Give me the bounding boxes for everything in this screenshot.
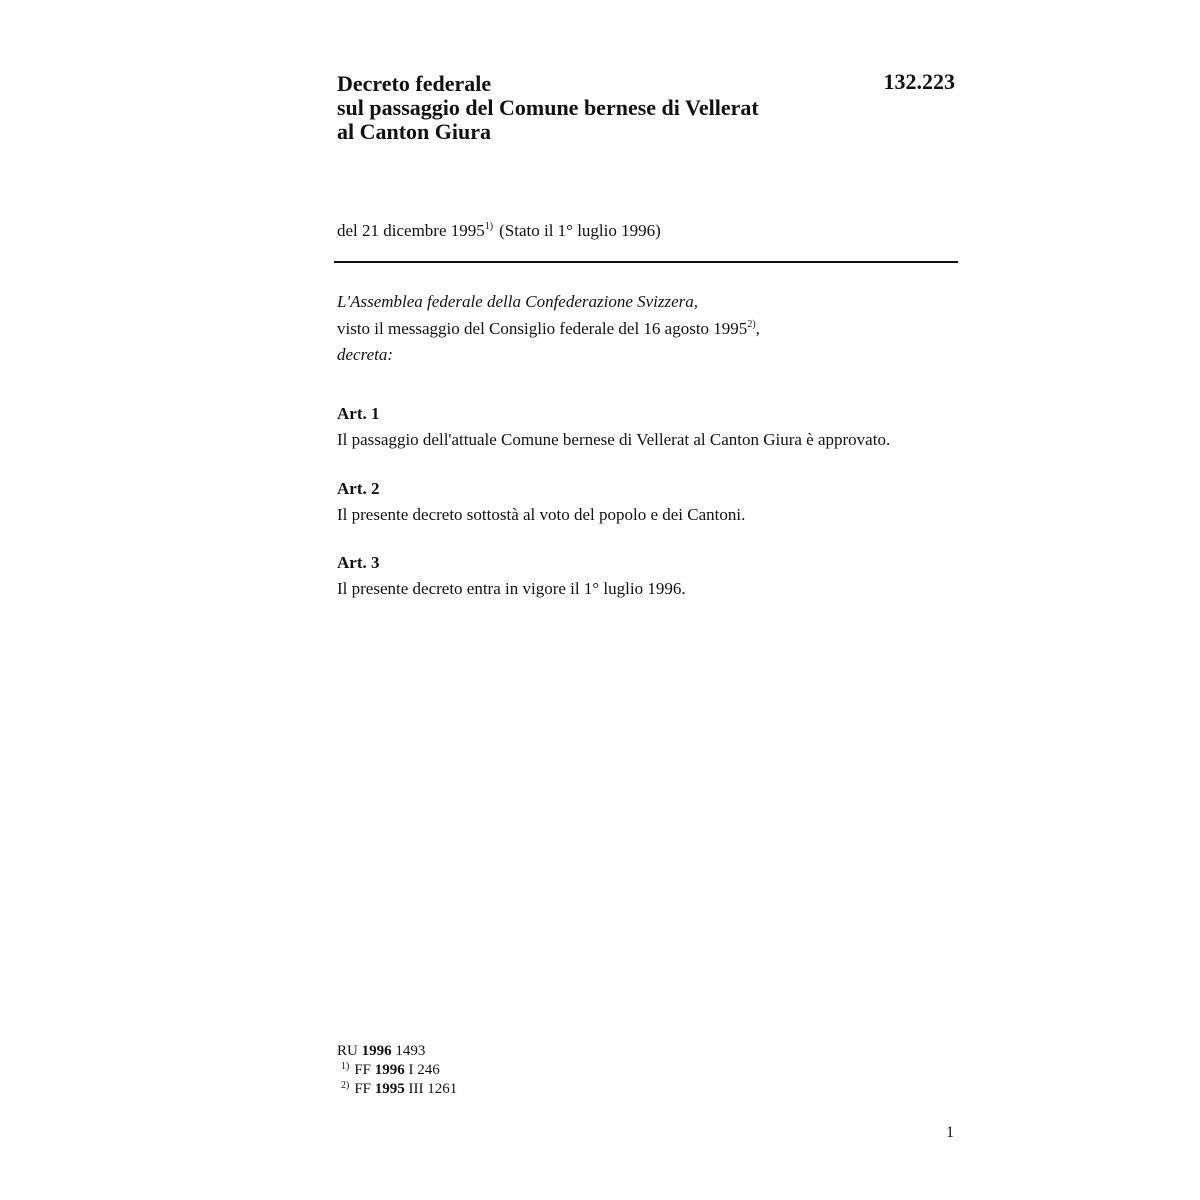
article-text: Il passaggio dell'attuale Comune bernese di Vellerat al Canton Giura è approvato.	[337, 430, 891, 449]
ru-reference	[337, 1043, 457, 1060]
article-3	[337, 550, 686, 602]
ru-year: 1996	[361, 1043, 392, 1059]
footnote-rest: I 246	[408, 1062, 440, 1078]
footnote-prefix: FF	[354, 1081, 372, 1097]
document-title	[337, 72, 759, 144]
footnote-2	[337, 1078, 457, 1097]
article-title: Art. 2	[337, 479, 380, 498]
title-line-1: Decreto federale	[337, 71, 492, 96]
title-line-2: sul passaggio del Comune bernese di Vellerat	[337, 95, 759, 120]
article-2	[337, 476, 745, 528]
preamble-visto-text: visto il messaggio del Consiglio federale del 16 agosto 1995	[337, 318, 748, 338]
article-1	[337, 401, 890, 453]
footnotes	[337, 1043, 457, 1097]
article-text: Il presente decreto entra in vigore il 1° luglio 1996.	[337, 579, 686, 598]
preamble-visto	[337, 316, 760, 343]
ru-page: 1493	[395, 1043, 426, 1059]
footnote-year: 1996	[374, 1062, 405, 1078]
date-line	[337, 220, 661, 242]
footnote-mark: 2)	[341, 1080, 350, 1091]
footnote-prefix: FF	[354, 1062, 372, 1078]
sr-number: 132.223	[883, 69, 955, 94]
footnote-year: 1995	[374, 1081, 405, 1097]
preamble-decreta: decreta:	[337, 345, 394, 364]
title-line-3: al Canton Giura	[337, 119, 492, 144]
article-title: Art. 1	[337, 404, 380, 423]
article-text: Il presente decreto sottostà al voto del popolo e dei Cantoni.	[337, 505, 746, 524]
footnote-1	[337, 1059, 457, 1078]
footnote-rest: III 1261	[408, 1081, 458, 1097]
preamble	[337, 289, 760, 369]
ru-prefix: RU	[337, 1043, 358, 1059]
footnote-ref-1[interactable]: 1)	[484, 221, 494, 232]
decree-date: del 21 dicembre 1995	[337, 221, 485, 240]
preamble-authority: L'Assemblea federale della Confederazione Svizzera,	[337, 292, 699, 311]
footnote-ref-2[interactable]: 2)	[747, 318, 756, 330]
preamble-visto-end: ,	[755, 318, 760, 338]
footnote-mark: 1)	[341, 1061, 350, 1072]
stato-text: (Stato il 1° luglio 1996)	[499, 221, 661, 240]
article-title: Art. 3	[337, 553, 380, 572]
page-number: 1	[946, 1124, 954, 1141]
header-divider	[334, 261, 958, 263]
